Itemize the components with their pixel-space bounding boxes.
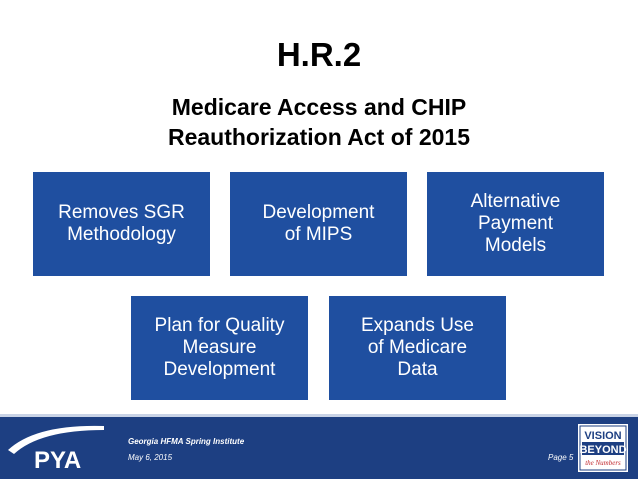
vision-beyond-badge: [578, 424, 628, 472]
slide-title: H.R.2: [276, 36, 362, 73]
footer-divider: [0, 414, 638, 417]
footer-date: May 6, 2015: [128, 453, 173, 462]
pya-logo: [6, 420, 106, 472]
badge-line-3: the Numbers: [585, 459, 621, 467]
subtitle-line-1: Medicare Access and CHIP: [171, 94, 467, 120]
badge-line-1: VISION: [584, 430, 622, 442]
box-alternative-payment: Alternative Payment Models: [427, 172, 604, 276]
badge-line-2: BEYOND: [579, 444, 627, 456]
page-number: Page 5: [548, 453, 574, 462]
logo-text: PYA: [34, 447, 82, 472]
box-removes-sgr: Removes SGR Methodology: [33, 172, 210, 276]
box-development-mips: Development of MIPS: [230, 172, 407, 276]
box-medicare-data: Expands Use of Medicare Data: [329, 296, 506, 400]
box-quality-measure: Plan for Quality Measure Development: [131, 296, 308, 400]
slide-subtitle: [0, 92, 638, 152]
footer-event: Georgia HFMA Spring Institute: [128, 437, 245, 446]
subtitle-line-2: Reauthorization Act of 2015: [167, 124, 471, 150]
